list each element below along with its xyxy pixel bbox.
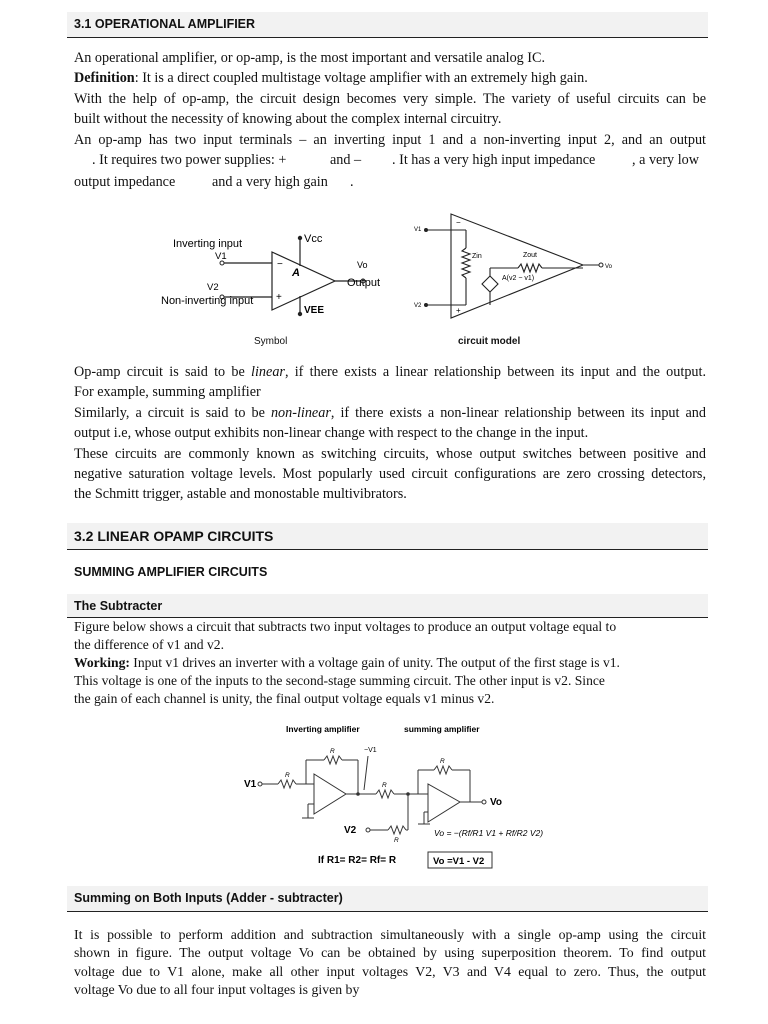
working-line-1: Working: Input v1 drives an inverter with a voltage gain of unity. The output of the first stage is v1. xyxy=(74,655,620,670)
help-line-1: With the help of op-amp, the circuit design becomes very simple. The variety of useful circuits can be xyxy=(74,90,706,107)
gain-expression: A(v2 − v1) xyxy=(502,275,535,282)
working-line-3: the gain of each channel is unity, the final output voltage equals v1 minus v2. xyxy=(74,691,495,706)
r-label-sum-2: R xyxy=(394,837,399,844)
linear-emphasis: linear xyxy=(251,364,285,380)
r-label-input: R xyxy=(285,772,290,779)
plus-terminal: + xyxy=(276,292,282,303)
feedback-resistor-1 xyxy=(324,756,342,764)
terminals-3a: output impedance xyxy=(74,174,176,191)
intro-line: An operational amplifier, or op-amp, is the most important and versatile analog IC. xyxy=(74,50,546,66)
inverting-amplifier-label: Inverting amplifier xyxy=(286,724,360,734)
v2-label: V2 xyxy=(207,282,219,293)
definition-text: : It is a direct coupled multistage voltage amplifier with an extremely high gain. xyxy=(134,70,588,87)
dependent-source xyxy=(482,276,498,292)
linear-line-5: These circuits are commonly known as switching circuits, whose output switches between positive and xyxy=(74,445,706,462)
section-3-1-body xyxy=(74,48,706,196)
r-label-feedback-2: R xyxy=(440,758,445,765)
adder-subtracter-body xyxy=(74,926,706,999)
v1-input-label: V1 xyxy=(244,779,257,790)
section-heading-3-1-text: 3.1 OPERATIONAL AMPLIFIER xyxy=(74,17,256,31)
summing-amplifier-heading: SUMMING AMPLIFIER CIRCUITS xyxy=(74,565,268,579)
resistor-condition: If R1= R2= Rf= R xyxy=(318,855,397,866)
vee-label: VEE xyxy=(304,305,325,316)
terminals-line-3 xyxy=(74,172,706,196)
terminals-2c: . It has a very high input impedance xyxy=(392,152,596,169)
opamp-circuit-model-figure xyxy=(408,210,618,325)
summing-amplifier-label: summing amplifier xyxy=(404,724,480,734)
definition-label: Definition xyxy=(74,70,135,87)
subtracter-body xyxy=(74,618,674,708)
subtracter-line-1: Figure below shows a circuit that subtracts two input voltages to produce an output voltage equal to xyxy=(74,619,617,634)
v2-input-label: V2 xyxy=(344,825,357,836)
terminals-2d: , a very low xyxy=(632,152,699,169)
linear-line-7: the Schmitt trigger, astable and monostable multivibrators. xyxy=(74,486,407,503)
model-plus: + xyxy=(456,306,461,315)
vcc-label: Vcc xyxy=(304,233,323,245)
subtracter-heading xyxy=(67,594,708,618)
zin-label: Zin xyxy=(472,253,482,260)
terminals-line-1: An op-amp has two input terminals – an inverting input 1 and a non-inverting input 2, and an output xyxy=(74,131,706,148)
linear-line-4: output i.e, whose output exhibits non-linear change with respect to the change in the input. xyxy=(74,425,589,442)
section-heading-3-2-text: 3.2 LINEAR OPAMP CIRCUITS xyxy=(74,528,274,544)
neg-v1-label: −V1 xyxy=(364,747,377,754)
output-formula: Vo = −(Rf/R1 V1 + Rf/R2 V2) xyxy=(434,828,544,838)
linear-line-3: Similarly, a circuit is said to be non-linear, if there exists a non-linear relationship between its input and xyxy=(74,404,706,421)
adder-subtracter-heading-text: Summing on Both Inputs (Adder - subtracter) xyxy=(74,891,343,905)
model-vo-label: Vo xyxy=(605,264,613,270)
opamp-symbol-figure xyxy=(150,218,400,333)
sum-resistor-2 xyxy=(388,826,406,834)
v1-label: V1 xyxy=(215,251,227,262)
terminals-3c: . xyxy=(350,174,354,191)
input-resistor xyxy=(278,780,296,788)
summing-opamp xyxy=(428,784,460,822)
feedback-resistor-2 xyxy=(434,766,452,774)
vo-label: Vo xyxy=(357,260,368,270)
linear-line-2: For example, summing amplifier xyxy=(74,384,261,401)
subtracter-circuit-figure xyxy=(238,718,548,876)
r-label-sum-1: R xyxy=(382,782,387,789)
adder-line-1: It is possible to perform addition and subtraction simultaneously with a single op-amp using the circuit xyxy=(74,927,706,942)
linear-paragraph xyxy=(74,362,706,505)
working-line-2: This voltage is one of the inputs to the second-stage summing circuit. The other input is v2. Since xyxy=(74,673,605,688)
model-v2-label: V2 xyxy=(414,303,422,309)
zin-resistor xyxy=(462,248,470,278)
output-label: Output xyxy=(347,277,381,289)
subtracter-line-2: the difference of v1 and v2. xyxy=(74,637,224,652)
linear-line-1: Op-amp circuit is said to be linear, if there exists a linear relationship between its input and the output. xyxy=(74,364,706,380)
working-label: Working: xyxy=(74,655,130,670)
model-v1-label: V1 xyxy=(414,227,422,233)
zout-resistor xyxy=(518,264,542,272)
linear-line-6: negative saturation voltage levels. Most popularly used circuit configurations are zero crossing detectors, xyxy=(74,466,706,483)
definition-line xyxy=(74,68,706,88)
gain-label: A xyxy=(292,267,300,279)
adder-subtracter-heading xyxy=(67,886,708,912)
section-heading-3-2 xyxy=(67,523,708,550)
vo-output-label: Vo xyxy=(490,797,503,808)
terminals-2b: and – xyxy=(330,152,362,169)
subtracter-heading-text: The Subtracter xyxy=(74,599,163,613)
minus-terminal: − xyxy=(277,259,283,270)
section-heading-3-1 xyxy=(67,12,708,38)
model-minus: − xyxy=(456,218,461,227)
non-inverting-input-label: Non-inverting input xyxy=(161,295,254,307)
r-label-feedback-1: R xyxy=(330,748,335,755)
terminals-3b: and a very high gain xyxy=(212,174,328,191)
adder-line-4: voltage Vo due to all four input voltages is given by xyxy=(74,981,360,997)
inverter-opamp xyxy=(314,774,346,814)
symbol-caption: Symbol xyxy=(254,336,288,347)
circuit-model-caption: circuit model xyxy=(458,336,521,347)
adder-line-3: voltage due to V1 alone, make all other input voltages V2, V3 and V4 equal to zero. Thus, the output xyxy=(74,963,706,979)
adder-line-2: shown in figure. The output voltage Vo can be obtained by using superposition theorem. To find output xyxy=(74,945,706,961)
terminals-2a: . It requires two power supplies: + xyxy=(92,152,287,169)
subtracter-result: Vo =V1 - V2 xyxy=(433,856,485,867)
sum-resistor-1 xyxy=(376,790,394,798)
help-line-2: built without the necessity of knowing about the complex internal circuitry. xyxy=(74,111,502,128)
terminals-line-2 xyxy=(74,150,706,170)
non-linear-emphasis: non-linear xyxy=(270,404,331,421)
zout-label: Zout xyxy=(523,252,538,259)
inverting-input-label: Inverting input xyxy=(173,238,243,250)
